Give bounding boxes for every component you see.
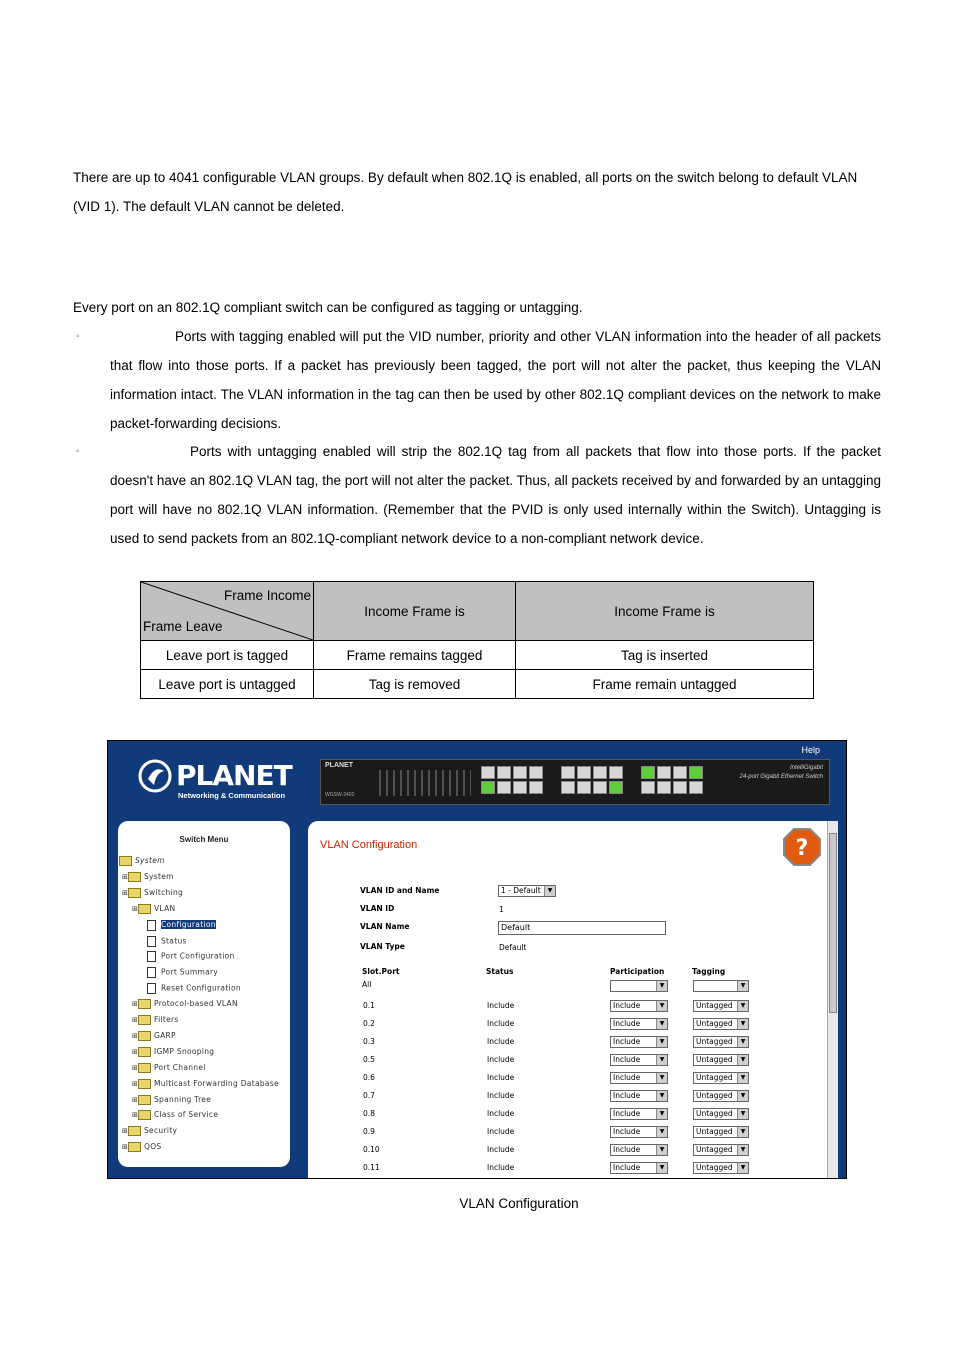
chevron-down-icon: ▼ [656,1127,667,1137]
chevron-down-icon: ▼ [656,1001,667,1011]
page-icon [147,967,156,978]
port[interactable] [609,766,623,779]
logo-tagline: Networking & Communication [178,791,286,800]
participation-select[interactable] [610,1000,668,1012]
table-cell: Leave port is untagged [141,670,314,699]
participation-value: Include [613,1073,641,1082]
page-title: VLAN Configuration [320,839,418,851]
device-brand: PLANET [325,762,353,769]
figure-caption: VLAN Configuration [459,1196,579,1211]
switch-menu-panel [118,821,290,1167]
port-status: Include [487,1109,515,1118]
expand-icon: ⊞ [132,1016,139,1024]
participation-value: Include [613,1055,641,1064]
port-id: 0.6 [363,1073,375,1082]
port[interactable] [513,781,527,794]
tagging-select[interactable] [693,1018,749,1030]
bullet-marker: ◦ [76,331,80,342]
port[interactable] [593,781,607,794]
tagging-value: Untagged [696,1055,733,1064]
menu-item[interactable] [132,999,238,1009]
main-content [308,821,838,1178]
tagging-value: Untagged [696,1127,733,1136]
folder-icon [128,1126,141,1136]
logo-text: PLANET [176,759,292,792]
chevron-down-icon: ▼ [656,1073,667,1083]
port-status: Include [487,1055,515,1064]
intro-paragraph: There are up to 4041 configurable VLAN groups. By default when 802.1Q is enabled, all ports on the switch belong to default VLAN (VID 1). The default VLAN cannot be deleted. [73,170,858,214]
menu-item-label: Reset Configuration [161,983,241,993]
port-status: Include [487,1127,515,1136]
col-header-tagging: Tagging [692,967,726,976]
participation-value: Include [613,1037,641,1046]
port[interactable] [497,781,511,794]
expand-icon: ⊞ [132,1095,139,1104]
port[interactable] [481,781,495,794]
untagging-bullet: Ports with untagging enabled will strip the 802.1Q tag from all packets that flow into those ports. If the packet doesn't have an 802.1Q VLAN tag, the port will not alter the packet. Thus, all packets received by and forwarded by an untagging port will have no 802.1Q VLAN information. (Remember that the PVID is only used internally within the Switch). Untagging is used to send packets from an 802.1Q-compliant network device to a non-compliant network device. [110,444,881,546]
corner-header-cell [141,582,314,641]
chevron-down-icon: ▼ [656,1037,667,1047]
tagging-value: Untagged [696,1019,733,1028]
expand-icon: ⊞ [122,1127,129,1136]
table-row [141,670,814,699]
chevron-down-icon: ▼ [737,1145,748,1155]
expand-icon: ⊞ [132,904,139,913]
chevron-down-icon: ▼ [656,1145,667,1155]
tagging-select[interactable] [693,1036,749,1048]
expand-icon: ⊞ [132,1000,139,1009]
scrollbar-thumb[interactable] [829,833,837,1013]
all-ports-label: All [362,980,372,989]
menu-item[interactable] [132,904,175,914]
tagging-value: Untagged [696,1001,733,1010]
participation-select[interactable] [610,1018,668,1030]
menu-item[interactable] [132,1079,279,1089]
vlan-id-name-value: 1 - Default [501,886,541,895]
expand-icon: ⊞ [122,872,129,881]
menu-item-label: Filters [154,1015,179,1024]
tagging-value: Untagged [696,1037,733,1046]
page-icon [147,920,156,931]
port[interactable] [641,766,655,779]
folder-icon [138,1015,151,1025]
chevron-down-icon: ▼ [737,1109,748,1119]
vlan-name-input[interactable]: Default [498,921,666,935]
chevron-down-icon: ▼ [737,1127,748,1137]
menu-item-label: GARP [154,1030,176,1040]
tagging-bullet: Ports with tagging enabled will put the VID number, priority and other VLAN information into the header of all packets that flow into those ports. If a packet has previously been tagged, the port will not alter the packet, thus keeping the VLAN information intact. The VLAN information in the tag can then be used by other 802.1Q compliant devices on the network to make packet-forwarding decisions. [110,329,881,431]
all-participation-select[interactable] [610,980,668,992]
menu-item-label: VLAN [154,903,176,913]
participation-select[interactable] [610,1162,668,1174]
expand-icon: ⊞ [122,1143,129,1152]
table-row [141,641,814,670]
port-status: Include [487,1073,515,1082]
menu-item[interactable] [132,1015,179,1025]
expand-icon: ⊞ [132,1063,139,1072]
folder-icon [138,1079,151,1089]
menu-item-label: Class of Service [154,1110,219,1120]
port-id: 0.11 [363,1163,380,1172]
port-status: Include [487,1091,515,1100]
folder-icon [128,1142,141,1152]
tagging-select[interactable] [693,1144,749,1156]
participation-select[interactable] [610,1090,668,1102]
menu-item[interactable] [122,872,174,882]
help-icon[interactable] [782,827,822,867]
tagging-select[interactable] [693,1126,749,1138]
folder-icon [128,872,141,882]
folder-icon [138,1063,151,1073]
participation-value: Include [613,1109,641,1118]
port-status: Include [487,1037,515,1046]
port-id: 0.2 [363,1019,375,1028]
participation-value: Include [613,1091,641,1100]
tagging-select[interactable] [693,1162,749,1174]
participation-value: Include [613,1145,641,1154]
menu-item[interactable] [147,983,241,994]
menu-item-label: Multicast Forwarding Database [154,1078,279,1088]
port-id: 0.9 [363,1127,375,1136]
device-description [740,764,823,782]
expand-icon: ⊞ [132,1079,139,1088]
tagging-value: Untagged [696,1109,733,1118]
col-header-status: Status [486,967,514,976]
planet-logo [138,759,292,800]
menu-item-label: Spanning Tree [154,1094,212,1104]
port-group [561,766,623,794]
port[interactable] [513,766,527,779]
port[interactable] [689,781,703,794]
chevron-down-icon: ▼ [544,886,555,896]
table-cell: Leave port is tagged [141,641,314,670]
vertical-scrollbar[interactable] [827,821,838,1178]
svg-text:?: ? [795,836,809,861]
menu-item[interactable] [132,1031,176,1041]
menu-item[interactable] [122,1126,177,1136]
page-icon [147,936,156,947]
chevron-down-icon: ▼ [656,1109,667,1119]
folder-icon [138,1095,151,1105]
col-header-slot-port: Slot.Port [362,967,400,976]
menu-item[interactable] [132,1047,214,1057]
menu-item[interactable] [132,1095,211,1105]
expand-icon: ⊞ [132,1031,139,1040]
port[interactable] [529,766,543,779]
tagging-value: Untagged [696,1091,733,1100]
folder-icon [138,1110,151,1120]
expand-icon: ⊞ [132,1047,139,1056]
vlan-name-label: VLAN Name [360,922,410,931]
page-icon [147,983,156,994]
vlan-config-screenshot [107,740,847,1179]
planet-logo-icon [138,759,174,793]
port[interactable] [497,766,511,779]
chevron-down-icon: ▼ [737,1163,748,1173]
vlan-id-name-select[interactable] [498,885,556,897]
folder-icon [138,999,151,1009]
chevron-down-icon: ▼ [737,1001,748,1011]
port[interactable] [657,781,671,794]
participation-value: Include [613,1163,641,1172]
menu-item[interactable] [132,1110,218,1120]
tagging-select[interactable] [693,1090,749,1102]
port-status: Include [487,1001,515,1010]
chevron-down-icon: ▼ [656,1019,667,1029]
menu-item-label: System [135,856,165,865]
tagging-intro-paragraph: Every port on an 802.1Q compliant switch can be configured as tagging or untagging. [73,300,583,315]
device-model: WGSW-2402 [325,792,355,798]
port[interactable] [609,781,623,794]
folder-icon [138,1047,151,1057]
participation-select[interactable] [610,1108,668,1120]
page-icon [147,951,156,962]
menu-item-label: Port Summary [161,967,219,977]
participation-select[interactable] [610,1144,668,1156]
tagging-value: Untagged [696,1073,733,1082]
tagging-select[interactable] [693,1000,749,1012]
menu-item-label: Status [161,936,187,945]
menu-item[interactable] [147,967,218,978]
device-desc-line: IntelliGigabit [789,765,823,771]
vlan-id-name-label: VLAN ID and Name [360,886,440,895]
menu-item[interactable] [119,856,165,866]
menu-item[interactable] [147,951,235,962]
chevron-down-icon: ▼ [737,981,748,991]
chevron-down-icon: ▼ [737,1037,748,1047]
menu-item-label: IGMP Snooping [154,1046,215,1056]
chevron-down-icon: ▼ [656,1163,667,1173]
column-header: Income Frame is [314,582,516,641]
folder-icon [119,856,132,866]
corner-bottom-label: Frame Leave [143,619,223,634]
port-id: 0.1 [363,1001,375,1010]
port-status: Include [487,1145,515,1154]
port[interactable] [529,781,543,794]
vlan-id-value: 1 [499,905,504,914]
folder-icon [138,904,151,914]
port[interactable] [657,766,671,779]
chevron-down-icon: ▼ [656,1055,667,1065]
chevron-down-icon: ▼ [656,981,667,991]
tagging-value: Untagged [696,1145,733,1154]
vlan-type-label: VLAN Type [360,942,405,951]
port[interactable] [673,781,687,794]
corner-top-label: Frame Income [223,588,311,603]
menu-item-label: QOS [144,1142,162,1152]
expand-icon: ⊞ [132,1111,139,1120]
tagging-value: Untagged [696,1163,733,1172]
frame-handling-table [140,581,814,699]
port[interactable] [593,766,607,779]
chevron-down-icon: ▼ [737,1019,748,1029]
menu-title: Switch Menu [179,835,229,844]
vlan-id-label: VLAN ID [360,904,395,913]
participation-value: Include [613,1001,641,1010]
table-cell: Frame remains tagged [314,641,516,670]
port[interactable] [689,766,703,779]
vlan-type-value: Default [499,943,527,952]
port-status: Include [487,1163,515,1172]
switch-front-panel [320,759,830,805]
menu-item-label: Port Channel [154,1062,206,1072]
table-cell: Tag is inserted [516,641,814,670]
table-cell: Tag is removed [314,670,516,699]
port-id: 0.5 [363,1055,375,1064]
chevron-down-icon: ▼ [737,1055,748,1065]
menu-item-label: Configuration [161,920,216,930]
port[interactable] [561,766,575,779]
all-tagging-select[interactable] [693,980,749,992]
led-array [379,770,471,796]
port[interactable] [561,781,575,794]
port[interactable] [641,781,655,794]
menu-item[interactable] [147,920,216,931]
participation-select[interactable] [610,1126,668,1138]
port-id: 0.10 [363,1145,380,1154]
chevron-down-icon: ▼ [737,1091,748,1101]
menu-item[interactable] [132,1063,206,1073]
menu-item-label: System [144,871,174,881]
expand-icon: ⊞ [122,888,129,897]
port[interactable] [481,766,495,779]
help-link[interactable]: Help [801,745,820,755]
port-id: 0.3 [363,1037,375,1046]
participation-value: Include [613,1127,641,1136]
menu-item-label: Security [144,1126,178,1136]
participation-value: Include [613,1019,641,1028]
chevron-down-icon: ▼ [737,1073,748,1083]
port[interactable] [673,766,687,779]
port[interactable] [577,781,591,794]
menu-item-label: Protocol-based VLAN [154,999,238,1009]
port[interactable] [577,766,591,779]
port-status: Include [487,1019,515,1028]
menu-item-label: Port Configuration [161,951,235,961]
tagging-select[interactable] [693,1072,749,1084]
tagging-select[interactable] [693,1108,749,1120]
port-id: 0.8 [363,1109,375,1118]
col-header-participation: Participation [610,967,665,976]
column-header: Income Frame is [516,582,814,641]
menu-item[interactable] [147,936,187,947]
menu-item[interactable] [122,1142,161,1152]
menu-item[interactable] [122,888,183,898]
tagging-select[interactable] [693,1054,749,1066]
device-desc-line: 24-port Gigabit Ethernet Switch [739,774,823,780]
bullet-marker: ◦ [76,446,80,457]
port-group [481,766,543,794]
menu-item-label: Switching [144,887,184,897]
chevron-down-icon: ▼ [656,1091,667,1101]
folder-icon [128,888,141,898]
participation-select[interactable] [610,1054,668,1066]
participation-select[interactable] [610,1036,668,1048]
participation-select[interactable] [610,1072,668,1084]
port-id: 0.7 [363,1091,375,1100]
port-group [641,766,703,794]
table-cell: Frame remain untagged [516,670,814,699]
folder-icon [138,1031,151,1041]
